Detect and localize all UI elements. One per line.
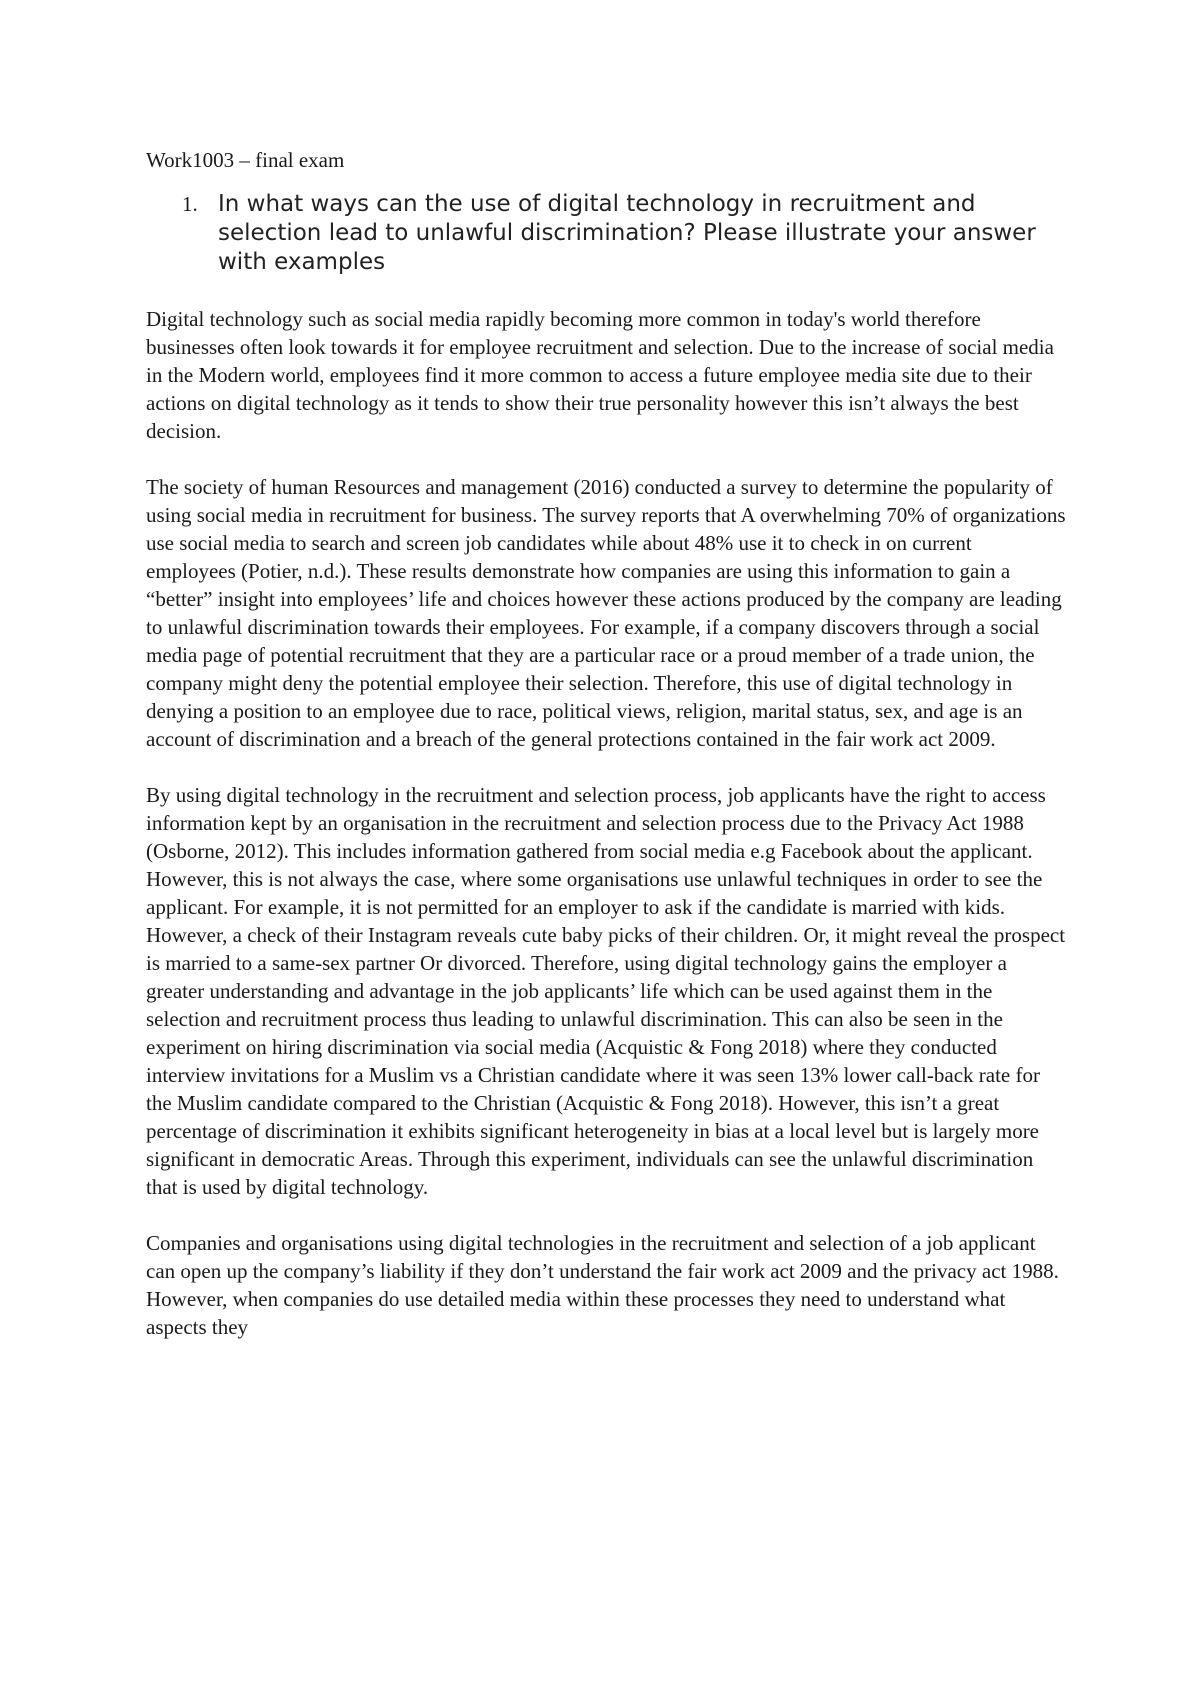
question-item	[146, 190, 1066, 277]
document-body	[146, 146, 1066, 1369]
paragraph: The society of human Resources and management (2016) conducted a survey to determine the popularity of using social media in recruitment for business. The survey reports that A overwhelming 70% of organizations use social media to search and screen job candidates while about 48% use it to check in on current employees (Potier, n.d.). These results demonstrate how companies are using this information to gain a “better” insight into employees’ life and choices however these actions produced by the company are leading to unlawful discrimination towards their employees. For example, if a company discovers through a social media page of potential recruitment that they are a particular race or a proud member of a trade union, the company might deny the potential employee their selection. Therefore, this use of digital technology in denying a position to an employee due to race, political views, religion, marital status, sex, and age is an account of discrimination and a breach of the general protections contained in the fair work act 2009.	[146, 475, 1066, 751]
paragraph: Companies and organisations using digital technologies in the recruitment and selection of a job applicant can open up the company’s liability if they don’t understand the fair work act 2009 and the privacy act 1988. However, when companies do use detailed media within these processes they need to understand what aspects they	[146, 1231, 1059, 1339]
question-number: 1.	[182, 192, 198, 216]
question-heading: In what ways can the use of digital technology in recruitment and selection lead to unlawful discrimination? Please illustrate your answer with examples	[218, 191, 1036, 275]
paragraph: Digital technology such as social media rapidly becoming more common in today's world therefore businesses often look towards it for employee recruitment and selection. Due to the increase of social media in the Modern world, employees find it more common to access a future employee media site due to their actions on digital technology as it tends to show their true personality however this isn’t always the best decision.	[146, 307, 1054, 443]
paragraph: By using digital technology in the recruitment and selection process, job applicants have the right to access information kept by an organisation in the recruitment and selection process due to the Privacy Act 1988 (Osborne, 2012). This includes information gathered from social media e.g Facebook about the applicant. However, this is not always the case, where some organisations use unlawful techniques in order to see the applicant. For example, it is not permitted for an employer to ask if the candidate is married with kids. However, a check of their Instagram reveals cute baby picks of their children. Or, it might reveal the prospect is married to a same-sex partner Or divorced. Therefore, using digital technology gains the employer a greater understanding and advantage in the job applicants’ life which can be used against them in the selection and recruitment process thus leading to unlawful discrimination. This can also be seen in the experiment on hiring discrimination via social media (Acquistic & Fong 2018) where they conducted interview invitations for a Muslim vs a Christian candidate where it was seen 13% lower call-back rate for the Muslim candidate compared to the Christian (Acquistic & Fong 2018). However, this isn’t a great percentage of discrimination it exhibits significant heterogeneity in bias at a local level but is largely more significant in democratic Areas. Through this experiment, individuals can see the unlawful discrimination that is used by digital technology.	[146, 783, 1066, 1199]
document-title: Work1003 – final exam	[146, 148, 345, 172]
